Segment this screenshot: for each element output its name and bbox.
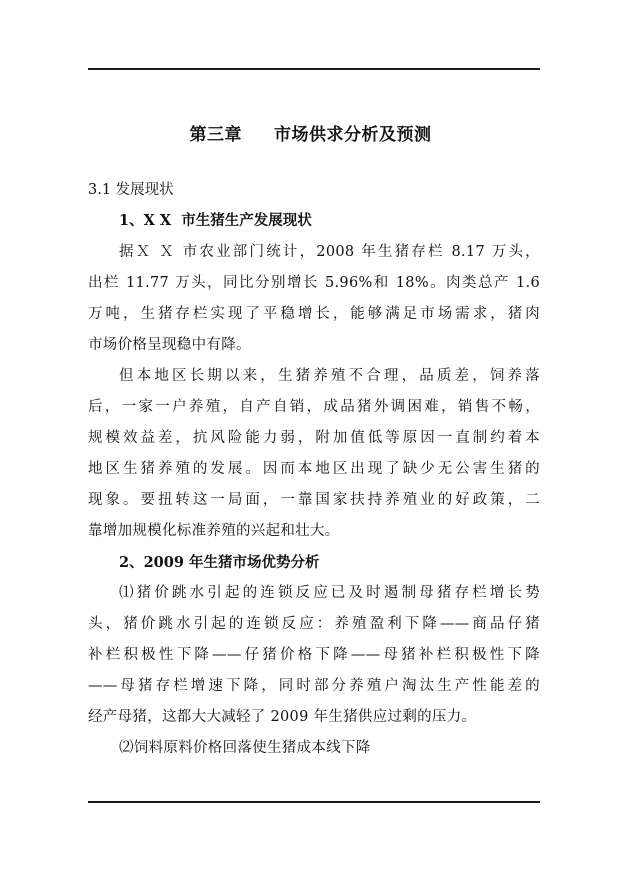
paragraph-line: 万吨，生猪存栏实现了平稳增长，能够满足市场需求，猪肉 xyxy=(88,306,540,322)
paragraph-line: ——母猪存栏增速下降，同时部分养殖户淘汰生产性能差的 xyxy=(88,678,540,694)
paragraph-line: 头，猪价跳水引起的连锁反应：养殖盈利下降——商品仔猪 xyxy=(88,616,540,632)
paragraph-line: 但本地区长期以来，生猪养殖不合理，品质差，饲养落 xyxy=(119,368,540,384)
paragraph-problems xyxy=(88,361,540,547)
chapter-title: 第三章 市场供求分析及预测 xyxy=(189,125,432,145)
header-rule xyxy=(88,68,540,70)
subheading-market-advantage: 2、2009 年生猪市场优势分析 xyxy=(119,554,320,571)
paragraph-line: 现象。要扭转这一局面，一靠国家扶持养殖业的好政策，二 xyxy=(88,492,540,508)
paragraph-line: 据Ｘ Ｘ 市农业部门统计，2008 年生猪存栏 8.17 万头， xyxy=(119,244,540,260)
paragraph-line: 补栏积极性下降——仔猪价格下降——母猪补栏积极性下降 xyxy=(88,647,540,663)
paragraph-feed-cost xyxy=(88,733,540,764)
paragraph-line: 出栏 11.77 万头，同比分别增长 5.96%和 18%。肉类总产 1.6 xyxy=(88,275,540,291)
paragraph-price-chain-reaction xyxy=(88,578,540,733)
subheading-production-status: 1、X X 市生猪生产发展现状 xyxy=(119,212,312,229)
paragraph-line: 后，一家一户养殖，自产自销，成品猪外调困难，销售不畅， xyxy=(88,399,540,415)
paragraph-statistics xyxy=(88,237,540,361)
paragraph-line: ⑵饲料原料价格回落使生猪成本线下降 xyxy=(119,740,371,756)
paragraph-line: 靠增加规模化标准养殖的兴起和壮大。 xyxy=(88,523,340,539)
paragraph-line: ⑴猪价跳水引起的连锁反应已及时遏制母猪存栏增长势 xyxy=(119,585,540,601)
paragraph-line: 规模效益差，抗风险能力弱，附加值低等原因一直制约着本 xyxy=(88,430,540,446)
paragraph-line: 经产母猪，这都大大减轻了 2009 年生猪供应过剩的压力。 xyxy=(88,709,477,725)
paragraph-line: 市场价格呈现稳中有降。 xyxy=(88,337,251,353)
paragraph-line: 地区生猪养殖的发展。因而本地区出现了缺少无公害生猪的 xyxy=(88,461,540,477)
footer-rule xyxy=(88,801,540,803)
section-heading: 3.1 发展现状 xyxy=(88,182,174,198)
